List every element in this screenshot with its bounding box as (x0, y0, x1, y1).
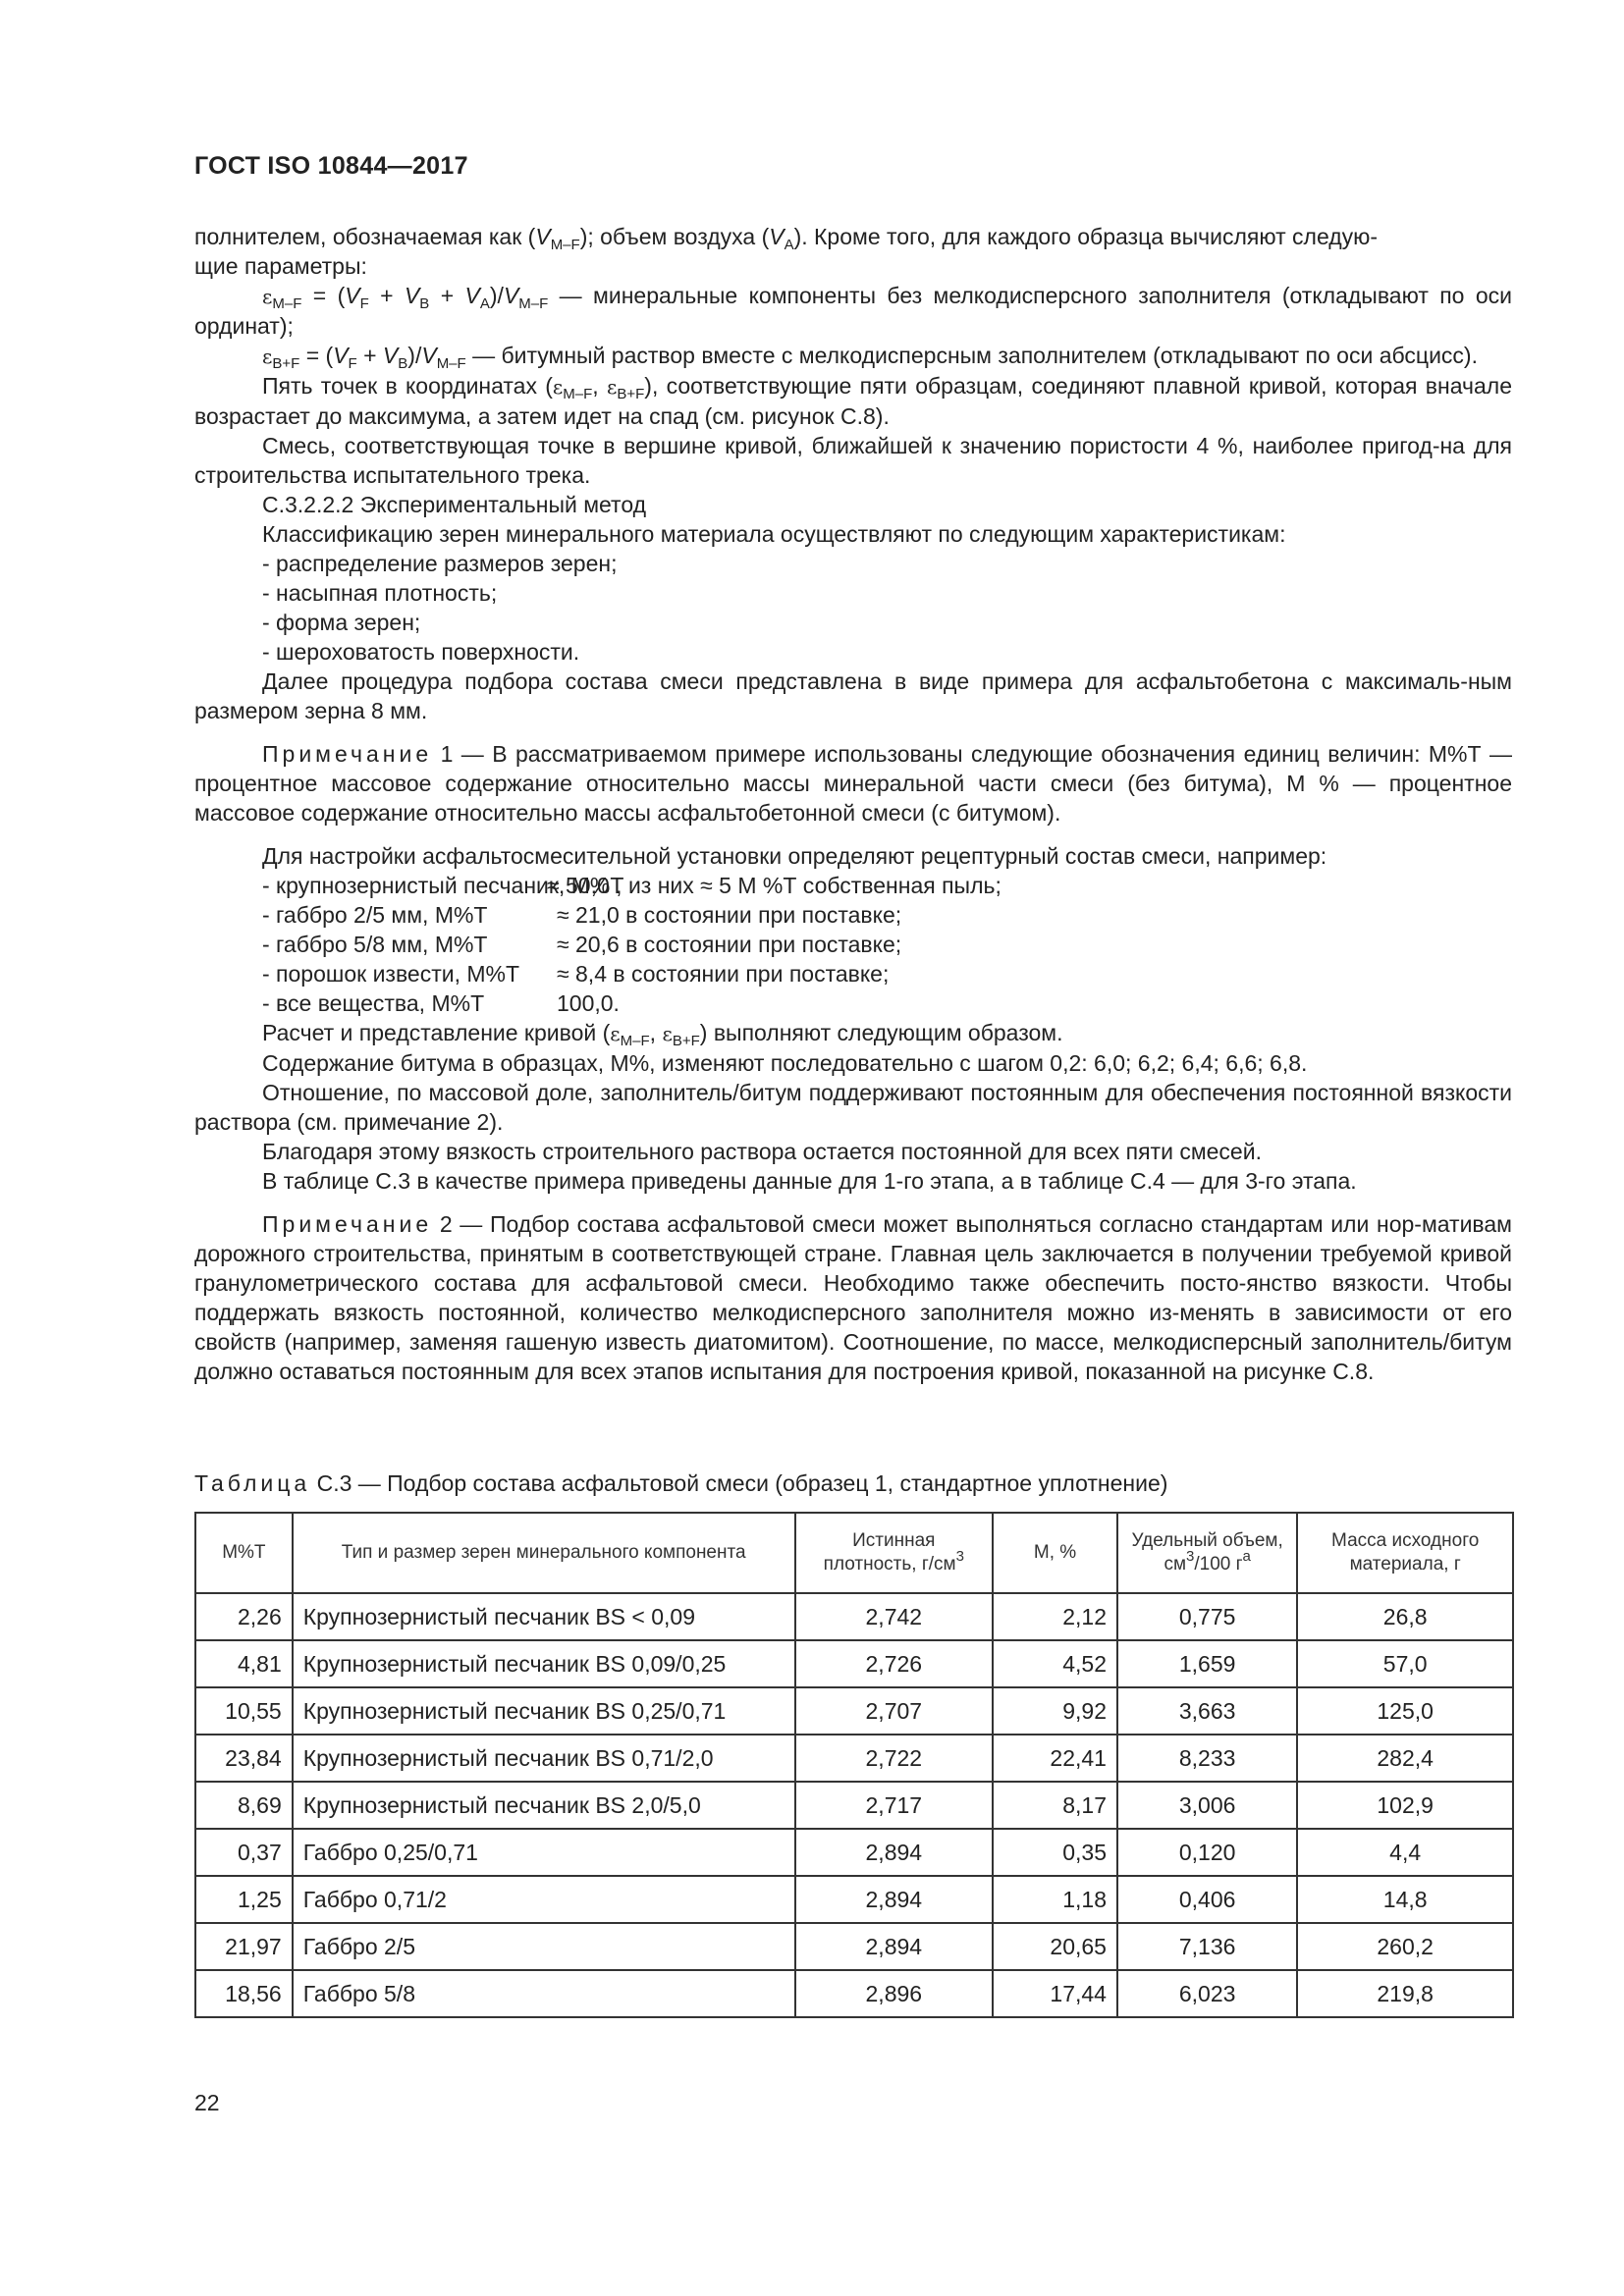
cell-density: 2,717 (795, 1782, 994, 1829)
paragraph-five-points: Пять точек в координатах ($\varepsilon_{M-F}$, $\varepsilon_{B+F}$), соответствующие пяти образцам, соединяют плавной кривой, которая вначале возрастает до максимума, а затем идет на спад (см. рисунок С.8). (194, 373, 1512, 429)
cell-volume: 3,663 (1117, 1687, 1297, 1735)
cell-mass: 57,0 (1297, 1640, 1513, 1687)
cell-density: 2,894 (795, 1829, 994, 1876)
cell-mt: 21,97 (195, 1923, 293, 1970)
cell-m: 9,92 (993, 1687, 1117, 1735)
note-1: Примечание 1 — В рассматриваемом примере использованы следующие обозначения единиц величин: М%Т — процентное массовое содержание относительно массы минеральной части смеси (без битума), М % — процентное массовое содержание относительно массы асфальтобетонной смеси (с битумом). (194, 741, 1512, 826)
cell-density: 2,896 (795, 1970, 994, 2017)
column-header: Тип и размер зерен минерального компонента (293, 1513, 795, 1593)
cell-mt: 18,56 (195, 1970, 293, 2017)
formula-eps-mf: $\varepsilon_{M-F} = (V_F + V_B + V_A)/V_{M-F}$ — минеральные компоненты без мелкодисперсного заполнителя (откладывают по оси ординат); (194, 283, 1512, 339)
cell-type: Крупнозернистый песчаник BS 0,09/0,25 (293, 1640, 795, 1687)
cell-volume: 0,775 (1117, 1593, 1297, 1640)
cell-volume: 6,023 (1117, 1970, 1297, 2017)
paragraph-mixture: Смесь, соответствующая точке в вершине кривой, ближайшей к значению пористости 4 %, наиболее пригод-на для строительства испытательного трека. (194, 433, 1512, 488)
cell-volume: 0,120 (1117, 1829, 1297, 1876)
cell-density: 2,742 (795, 1593, 994, 1640)
cell-mass: 14,8 (1297, 1876, 1513, 1923)
paragraph-viscosity: Благодаря этому вязкость строительного раствора остается постоянной для всех пяти смесей. (262, 1139, 1262, 1164)
cell-type: Габбро 0,25/0,71 (293, 1829, 795, 1876)
body-text (194, 222, 1512, 1386)
paragraph-recipe: Для настройки асфальтосмесительной установки определяют рецептурный состав смеси, например: (262, 843, 1327, 869)
paragraph-classification: Классификацию зерен минерального материала осуществляют по следующим характеристикам: (262, 521, 1286, 547)
cell-volume: 1,659 (1117, 1640, 1297, 1687)
formula-eps-bf: $\varepsilon_{B+F} = (V_F + V_B)/V_{M-F}$ — битумный раствор вместе с мелкодисперсным заполнителем (откладывают по оси абсцисс). (262, 343, 1478, 372)
table-row (195, 1782, 1513, 1829)
cell-mt: 2,26 (195, 1593, 293, 1640)
table-row (195, 1735, 1513, 1782)
list-item: - шероховатость поверхности. (262, 639, 580, 665)
cell-m: 20,65 (993, 1923, 1117, 1970)
paragraph-tables: В таблице С.3 в качестве примера приведены данные для 1-го этапа, а в таблице С.4 — для 3-го этапа. (262, 1168, 1357, 1194)
table-row (195, 1923, 1513, 1970)
recipe-row: - крупнозернистый песчаник, М%Т ≈ 50,0 , из них ≈ 5 М %Т собственная пыль; (262, 873, 1001, 898)
document-header: ГОСТ ISO 10844—2017 (194, 152, 468, 180)
cell-type: Крупнозернистый песчаник BS < 0,09 (293, 1593, 795, 1640)
cell-mass: 102,9 (1297, 1782, 1513, 1829)
cell-density: 2,722 (795, 1735, 994, 1782)
recipe-row: - габбро 5/8 мм, М%Т ≈ 20,6 в состоянии при поставке; (262, 932, 902, 957)
cell-type: Габбро 2/5 (293, 1923, 795, 1970)
paragraph-bitumen: Содержание битума в образцах, М%, изменяют последовательно с шагом 0,2: 6,0; 6,2; 6,4; 6,6; 6,8. (262, 1050, 1308, 1076)
cell-mass: 282,4 (1297, 1735, 1513, 1782)
cell-type: Габбро 5/8 (293, 1970, 795, 2017)
list-item: - распределение размеров зерен; (262, 551, 618, 576)
cell-mt: 0,37 (195, 1829, 293, 1876)
cell-m: 1,18 (993, 1876, 1117, 1923)
cell-volume: 7,136 (1117, 1923, 1297, 1970)
table-row (195, 1876, 1513, 1923)
cell-mt: 8,69 (195, 1782, 293, 1829)
table-row (195, 1829, 1513, 1876)
cell-mt: 10,55 (195, 1687, 293, 1735)
cell-m: 22,41 (993, 1735, 1117, 1782)
cell-type: Крупнозернистый песчаник BS 0,25/0,71 (293, 1687, 795, 1735)
cell-mt: 23,84 (195, 1735, 293, 1782)
table-header-row (195, 1513, 1513, 1593)
paragraph-procedure: Далее процедура подбора состава смеси представлена в виде примера для асфальтобетона с максималь-ным размером зерна 8 мм. (194, 668, 1512, 723)
cell-type: Габбро 0,71/2 (293, 1876, 795, 1923)
cell-type: Крупнозернистый песчаник BS 2,0/5,0 (293, 1782, 795, 1829)
table-caption: Таблица С.3 — Подбор состава асфальтовой смеси (образец 1, стандартное уплотнение) (194, 1470, 1168, 1496)
table-row (195, 1593, 1513, 1640)
recipe-row: - порошок извести, М%Т ≈ 8,4 в состоянии при поставке; (262, 961, 890, 987)
table-row (195, 1640, 1513, 1687)
column-header: Истинная плотность, $г/см^3$ (795, 1513, 994, 1593)
cell-mass: 219,8 (1297, 1970, 1513, 2017)
cell-mass: 4,4 (1297, 1829, 1513, 1876)
section-heading: С.3.2.2.2 Экспериментальный метод (262, 492, 647, 517)
list-item: - форма зерен; (262, 610, 421, 635)
cell-type: Крупнозернистый песчаник BS 0,71/2,0 (293, 1735, 795, 1782)
column-header: М, % (993, 1513, 1117, 1593)
recipe-row: - все вещества, М%Т 100,0. (262, 990, 620, 1016)
cell-m: 0,35 (993, 1829, 1117, 1876)
column-header: Масса исходного материала, г (1297, 1513, 1513, 1593)
table-row (195, 1970, 1513, 2017)
cell-m: 8,17 (993, 1782, 1117, 1829)
note-2: Примечание 2 — Подбор состава асфальтовой смеси может выполняться согласно стандартам или нор-мативам дорожного строительства, принятым в соответствующей стране. Главная цель заключается в получении требуемой кривой гранулометрического состава для асфальтовой смеси. Необходимо также обеспечить посто-янство вязкости. Чтобы поддержать вязкость постоянной, количество мелкодисперсного заполнителя можно из-менять в зависимости от его свойств (например, заменяя гашеную известь диатомитом). Соотношение, по массе, мелкодисперсный заполнитель/битум должно оставаться постоянным для всех этапов испытания для построения кривой, показанной на рисунке С.8. (194, 1211, 1512, 1384)
cell-mass: 125,0 (1297, 1687, 1513, 1735)
cell-mass: 26,8 (1297, 1593, 1513, 1640)
recipe-row: - габбро 2/5 мм, М%Т ≈ 21,0 в состоянии при поставке; (262, 902, 902, 928)
cell-density: 2,894 (795, 1876, 994, 1923)
cell-mt: 4,81 (195, 1640, 293, 1687)
cell-density: 2,894 (795, 1923, 994, 1970)
column-header: М%Т (195, 1513, 293, 1593)
column-header: Удельный объем, $см^3/100$ $г^а$ (1117, 1513, 1297, 1593)
cell-mt: 1,25 (195, 1876, 293, 1923)
list-item: - насыпная плотность; (262, 580, 498, 606)
cell-volume: 0,406 (1117, 1876, 1297, 1923)
cell-volume: 8,233 (1117, 1735, 1297, 1782)
cell-density: 2,726 (795, 1640, 994, 1687)
paragraph-intro-cont: щие параметры: (194, 253, 367, 279)
page-number: 22 (194, 2090, 220, 2115)
table-row (195, 1687, 1513, 1735)
paragraph-curve: Расчет и представление кривой ($\varepsilon_{M-F}$, $\varepsilon_{B+F}$) выполняют следующим образом. (262, 1020, 1063, 1049)
cell-density: 2,707 (795, 1687, 994, 1735)
cell-volume: 3,006 (1117, 1782, 1297, 1829)
paragraph-ratio: Отношение, по массовой доле, заполнитель/битум поддерживают постоянным для обеспечения постоянной вязкости раствора (см. примечание 2). (194, 1080, 1512, 1135)
cell-mass: 260,2 (1297, 1923, 1513, 1970)
cell-m: 17,44 (993, 1970, 1117, 2017)
cell-m: 2,12 (993, 1593, 1117, 1640)
data-table (194, 1512, 1514, 2018)
paragraph-intro: полнителем, обозначаемая как $(V_{M-F})$; объем воздуха $(V_A)$. Кроме того, для каждого образца вычисляют следую- (194, 224, 1379, 253)
cell-m: 4,52 (993, 1640, 1117, 1687)
